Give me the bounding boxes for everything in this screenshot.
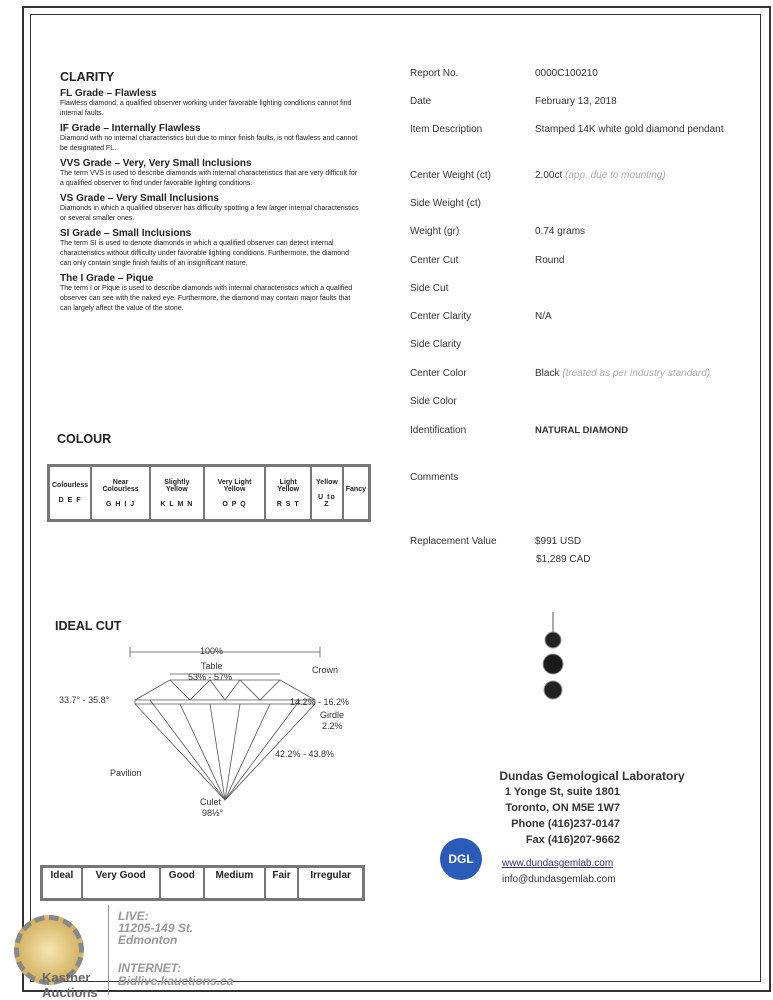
- grade-description: The term I or Pique is used to describe diamonds with internal characteristics which a qualified observer can see with the naked eye. Furthermore, the diamond may contain major faults that can largely affect the value of the stone.: [60, 285, 353, 312]
- report-value: [535, 96, 735, 107]
- colour-name: Slightly Yellow: [164, 478, 190, 493]
- value-text: Round: [535, 255, 565, 266]
- value-text: N/A: [535, 311, 552, 322]
- report-value: [535, 255, 735, 266]
- grade-description: The term VVS is used to describe diamonds with internal characteristics that are very difficult for a qualified observer to find under favorable lighting conditions.: [60, 170, 358, 187]
- colour-cell: [205, 467, 265, 519]
- lab-email: info@dundasgemlab.com: [502, 874, 616, 885]
- watermark-internet: [118, 962, 233, 988]
- report-value: [535, 311, 735, 322]
- culet-value: 98½°: [202, 808, 224, 818]
- crown-angle: 33.7° - 35.8°: [59, 695, 110, 705]
- lab-fax: Fax (416)207-9662: [525, 834, 620, 846]
- report-label: Side Clarity: [410, 339, 462, 350]
- lab-name: Dundas Gemological Laboratory: [499, 769, 685, 783]
- value-text: February 13, 2018: [535, 96, 617, 107]
- lab-info: [432, 768, 702, 848]
- pavilion-depth: 42.2% - 43.8%: [275, 749, 335, 759]
- colour-name: Fancy: [345, 485, 366, 493]
- grade-description: Diamond with no internal characteristics but due to minor finish faults, is not flawless and cannot be designated FL.: [60, 135, 358, 152]
- value-text: NATURAL DIAMOND: [535, 425, 629, 436]
- colour-name: Colourless: [52, 482, 89, 489]
- live-city: Edmonton: [118, 933, 178, 947]
- value-text: Stamped 14K white gold diamond pendant: [535, 124, 724, 135]
- cut-grade-cell: Ideal: [43, 868, 81, 898]
- report-value: [535, 68, 735, 79]
- report-label: Comments: [410, 472, 459, 483]
- replacement-value-cad: $1,289 CAD: [536, 554, 591, 565]
- lab-website-link[interactable]: www.dundasgemlab.com: [502, 858, 614, 869]
- live-address: 11205-149 St.: [118, 921, 194, 935]
- grade-heading: VVS Grade – Very, Very Small Inclusions: [60, 158, 252, 169]
- lab-city: Toronto, ON M5E 1W7: [505, 802, 620, 814]
- colour-scale-table: [47, 464, 371, 522]
- value-text: 0.74 grams: [535, 226, 586, 237]
- cut-grade-cell: Good: [161, 868, 203, 898]
- diamond-cut-diagram: [120, 640, 330, 820]
- report-label: Identification: [410, 425, 467, 436]
- internet-label: INTERNET:: [118, 961, 182, 975]
- colour-name: Near Colourless: [102, 478, 139, 493]
- report-value: [535, 226, 735, 237]
- colour-grades: G H I J: [105, 500, 136, 508]
- colour-title: COLOUR: [57, 432, 112, 446]
- colour-grades: K L M N: [160, 500, 194, 508]
- report-label: Center Weight (ct): [410, 170, 491, 181]
- grade-heading: VS Grade – Very Small Inclusions: [60, 193, 219, 204]
- girdle-value: 2.2%: [322, 721, 343, 731]
- lab-address: 1 Yonge St, suite 1801: [504, 786, 620, 798]
- report-label: Side Weight (ct): [410, 198, 481, 209]
- report-value: [535, 425, 735, 436]
- colour-grades: U to Z: [318, 493, 336, 508]
- kastner-auctions-logo: [6, 915, 101, 1000]
- pavilion-label: Pavilion: [110, 768, 142, 778]
- report-label: Replacement Value: [410, 536, 497, 547]
- report-value: [535, 170, 735, 181]
- value-text: $991 USD: [535, 536, 582, 547]
- pendant-photo: [535, 612, 575, 712]
- report-label: Center Cut: [410, 255, 459, 266]
- colour-grades: O P Q: [222, 500, 247, 508]
- table-range: 53% - 57%: [188, 672, 233, 682]
- crown-label: Crown: [312, 665, 339, 675]
- crown-height: 14.2% - 16.2%: [290, 697, 350, 707]
- grade-heading: SI Grade – Small Inclusions: [60, 228, 192, 239]
- culet-label: Culet: [200, 797, 222, 807]
- report-label: Side Color: [410, 396, 457, 407]
- colour-grades: D E F: [58, 497, 82, 504]
- report-label: Date: [410, 96, 432, 107]
- report-label: Item Description: [410, 124, 483, 135]
- lab-phone: Phone (416)237-0147: [511, 818, 620, 830]
- colour-name: Light Yellow: [277, 478, 300, 493]
- dgl-seal-logo: DGL: [440, 838, 482, 880]
- cut-grade-cell: Irregular: [299, 868, 362, 898]
- colour-cell: [266, 467, 310, 519]
- grade-heading: FL Grade – Flawless: [60, 88, 157, 99]
- grade-heading: IF Grade – Internally Flawless: [60, 123, 201, 134]
- grade-heading: The I Grade – Pique: [60, 273, 154, 284]
- clarity-title: CLARITY: [60, 70, 115, 84]
- value-text: Black: [535, 368, 560, 379]
- report-label: Report No.: [410, 68, 459, 79]
- logo-text: Kastner Auctions: [42, 970, 98, 1000]
- ideal-cut-title: IDEAL CUT: [55, 619, 122, 633]
- colour-name: Yellow: [316, 478, 338, 486]
- colour-cell: [344, 467, 368, 519]
- grade-description: Flawless diamond, a qualified observer working under favorable lighting conditions cannot find internal faults.: [60, 100, 352, 117]
- colour-cell: [151, 467, 203, 519]
- value-text: 0000C100210: [535, 68, 598, 79]
- value-text: 2.00ct: [535, 170, 563, 181]
- table-label: Table: [201, 661, 223, 671]
- live-label: LIVE:: [118, 909, 149, 923]
- colour-cell: [92, 467, 149, 519]
- colour-cell: [50, 467, 90, 519]
- report-label: Side Cut: [410, 283, 449, 294]
- report-label: Center Clarity: [410, 311, 472, 322]
- clarity-section: [60, 70, 360, 314]
- cut-grade-cell: Very Good: [83, 868, 159, 898]
- colour-grades: R S T: [276, 500, 300, 508]
- colour-name: Very Light Yellow: [217, 478, 252, 493]
- report-label: Center Color: [410, 368, 467, 379]
- watermark-divider: [108, 905, 109, 995]
- girdle-label: Girdle: [320, 710, 345, 720]
- grade-description: Diamonds in which a qualified observer has difficulty spotting a few larger internal characteristics or several smaller ones.: [60, 205, 359, 222]
- report-label: Weight (gr): [410, 226, 460, 237]
- internet-url: Bidlive.kauctions.ca: [118, 974, 234, 988]
- watermark-live: [118, 910, 193, 946]
- colour-cell: [312, 467, 342, 519]
- value-note: (treated as per industry standard): [562, 368, 711, 379]
- cut-grade-table: [40, 865, 365, 901]
- report-value: [535, 536, 735, 547]
- value-note: (app. due to mounting): [565, 170, 666, 181]
- grade-description: The term SI is used to denote diamonds in which a qualified observer can detect internal characteristics without difficulty under favorable lighting conditions. Furthermore, the diamond can only contain single finish faults of an insignificant nature.: [60, 240, 349, 267]
- cut-grade-cell: Fair: [266, 868, 297, 898]
- width-label: 100%: [200, 646, 224, 656]
- report-value: [535, 368, 735, 379]
- report-value: [535, 124, 735, 135]
- cut-grade-cell: Medium: [205, 868, 264, 898]
